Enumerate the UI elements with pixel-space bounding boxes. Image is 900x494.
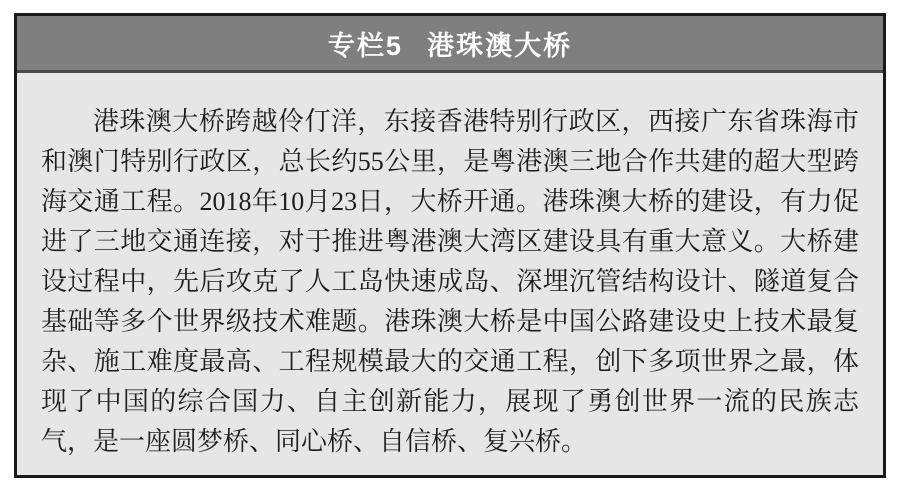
- callout-box: [14, 13, 886, 478]
- box-body: [17, 73, 883, 475]
- box-title: 港珠澳大桥: [427, 30, 573, 61]
- box-header: [17, 16, 883, 73]
- box-label: 专栏5: [327, 30, 403, 61]
- box-paragraph: 港珠澳大桥跨越伶仃洋，东接香港特别行政区，西接广东省珠海市和澳门特别行政区，总长约55公里，是粤港澳三地合作共建的超大型跨海交通工程。2018年10月23日，大桥开通。港珠澳大桥的建设，有力促进了三地交通连接，对于推进粤港澳大湾区建设具有重大意义。大桥建设过程中，先后攻克了人工岛快速成岛、深埋沉管结构设计、隧道复合基础等多个世界级技术难题。港珠澳大桥是中国公路建设史上技术最复杂、施工难度最高、工程规模最大的交通工程，创下多项世界之最，体现了中国的综合国力、自主创新能力，展现了勇创世界一流的民族志气，是一座圆梦桥、同心桥、自信桥、复兴桥。: [41, 107, 859, 456]
